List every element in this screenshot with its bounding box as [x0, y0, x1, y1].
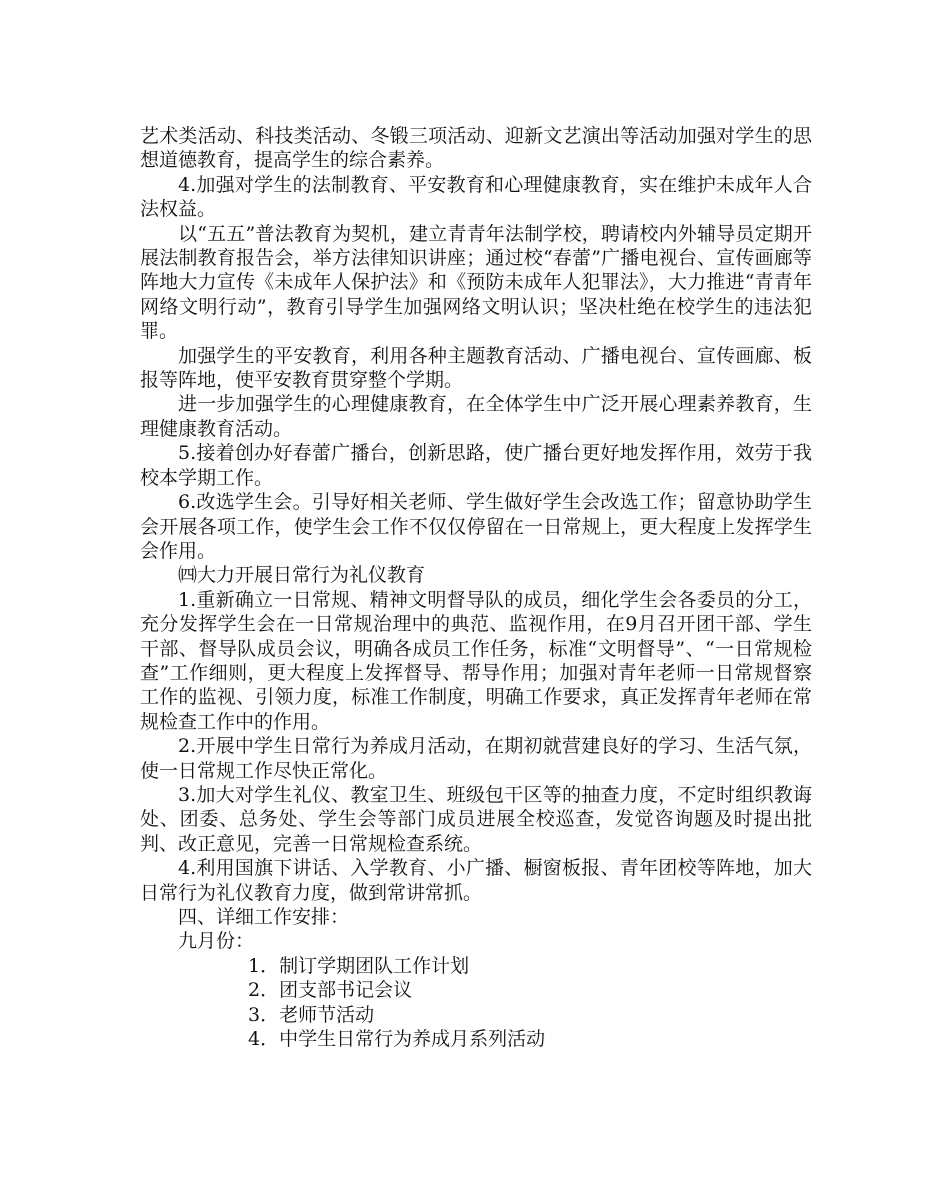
paragraph-flag-speech: 4.利用国旗下讲话、入学教育、小广播、橱窗板报、青年团校等阵地，加大日常行为礼仪教育力度，做到常讲常抓。	[140, 857, 812, 904]
paragraph-broadcast-station: 5.接着创办好春蕾广播台，创新思路，使广播台更好地发挥作用，效劳于我校本学期工作。	[140, 442, 812, 489]
paragraph-arts-activities: 艺术类活动、科技类活动、冬锻三项活动、迎新文艺演出等活动加强对学生的思想道德教育，提高学生的综合素养。	[140, 125, 812, 172]
list-item: 3．老师节活动	[248, 1003, 375, 1026]
paragraph-mental-health: 进一步加强学生的心理健康教育，在全体学生中广泛开展心理素养教育，生理健康教育活动。	[140, 393, 812, 440]
september-task-list	[140, 954, 812, 1052]
paragraph-daily-routine: 1.重新确立一日常规、精神文明督导队的成员，细化学生会各委员的分工，充分发挥学生会在一日常规治理中的典范、监视作用，在9月召开团干部、学生干部、督导队成员会议，明确各成员工作任务，标准“文明督导”、“一日常规检查”工作细则，更大程度上发挥督导、帮导作用；加强对青年老师一日常规督察工作的监视、引领力度，标准工作制度，明确工作要求，真正发挥青年老师在常规检查工作中的作用。	[140, 588, 812, 733]
paragraph-safety-education: 加强学生的平安教育，利用各种主题教育活动、广播电视台、宣传画廊、板报等阵地，使平安教育贯穿整个学期。	[140, 344, 812, 392]
document-page	[140, 124, 812, 1051]
paragraph-legal-school: 以“五五”普法教育为契机，建立青青年法制学校，聘请校内外辅导员定期开展法制教育报告会，举方法律知识讲座；通过校“春蕾”广播电视台、宣传画廊等阵地大力宣传《未成年人保护法》和《预防未成年人犯罪法》，大力推进“青青年网络文明行动”，教育引导学生加强网络文明认识；坚决杜绝在校学生的违法犯罪。	[140, 222, 812, 343]
list-item: 2．团支部书记会议	[248, 979, 413, 1002]
section-heading-work-plan: 四、详细工作安排：	[178, 906, 350, 928]
section-heading-etiquette: ㈣大力开展日常行为礼仪教育	[178, 564, 426, 587]
list-item: 1．制订学期团队工作计划	[248, 954, 470, 977]
paragraph-student-union: 6.改选学生会。引导好相关老师、学生做好学生会改选工作；留意协助学生会开展各项工作，使学生会工作不仅仅停留在一日常规上，更大程度上发挥学生会作用。	[140, 491, 812, 562]
paragraph-inspection: 3.加大对学生礼仪、教室卫生、班级包干区等的抽查力度，不定时组织教诲处、团委、总务处、学生会等部门成员进展全校巡查，发觉咨询题及时提出批判、改正意见，完善一日常规检查系统。	[140, 783, 812, 855]
paragraph-behavior-month: 2.开展中学生日常行为养成月活动，在期初就营建良好的学习、生活气氛，使一日常规工作尽快正常化。	[140, 735, 812, 782]
month-heading-september: 九月份：	[178, 930, 255, 953]
paragraph-legal-education-heading: 4.加强对学生的法制教育、平安教育和心理健康教育，实在维护未成年人合法权益。	[140, 173, 812, 221]
list-item: 4．中学生日常行为养成月系列活动	[248, 1028, 546, 1051]
